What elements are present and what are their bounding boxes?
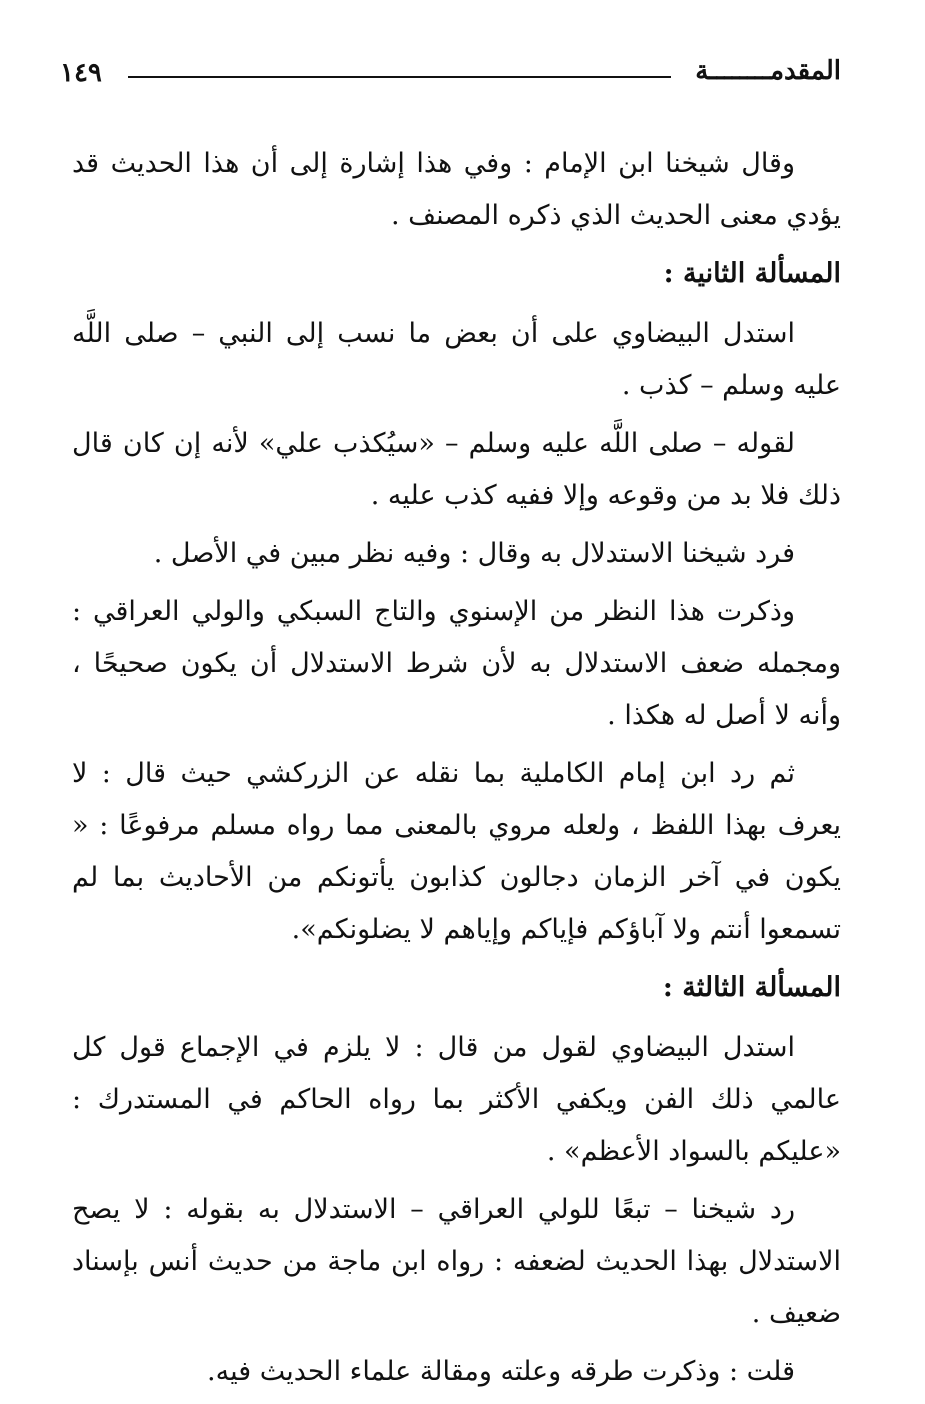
paragraph-7: استدل البيضاوي لقول من قال : لا يلزم في الإجماع قول كل عالمي ذلك الفن ويكفي الأكثر بما رواه الحاكم في المستدرك : «عليكم بالسواد الأعظم» .: [72, 1032, 841, 1167]
page-header: [60, 52, 841, 92]
section-heading-third: المسألة الثالثة :: [662, 972, 841, 1003]
paragraph-8: رد شيخنا – تبعًا للولي العراقي – الاستدلال به بقوله : لا يصح الاستدلال بهذا الحديث لضعفه : رواه ابن ماجة من حديث أنس بإسناد ضعيف .: [72, 1194, 841, 1329]
paragraph-1: وقال شيخنا ابن الإمام : وفي هذا إشارة إلى أن هذا الحديث قد يؤدي معنى الحديث الذي ذكره المصنف .: [72, 148, 841, 231]
section-heading-second: المسألة الثانية :: [663, 258, 841, 289]
paragraph-2: استدل البيضاوي على أن بعض ما نسب إلى النبي – صلى اللَّه عليه وسلم – كذب .: [72, 318, 841, 401]
paragraph-6: ثم رد ابن إمام الكاملية بما نقله عن الزركشي حيث قال : لا يعرف بهذا اللفظ ، ولعله مروي بالمعنى مما رواه مسلم مرفوعًا : « يكون في آخر الزمان دجالون كذابون يأتونكم من الأحاديث بما لم تسمعوا أنتم ولا آباؤكم فإياكم وإياهم لا يضلونكم».: [72, 758, 841, 945]
page-number: ١٤٩: [60, 58, 102, 88]
paragraph-9: قلت : وذكرت طرقه وعلته ومقالة علماء الحديث فيه.: [207, 1356, 795, 1387]
page-body: [72, 138, 841, 1404]
paragraph-4: فرد شيخنا الاستدلال به وقال : وفيه نظر مبين في الأصل .: [153, 538, 795, 569]
paragraph-5: وذكرت هذا النظر من الإسنوي والتاج السبكي والولي العراقي : ومجمله ضعف الاستدلال به لأن شرط الاستدلال أن يكون صحيحًا ، وأنه لا أصل له هكذا .: [72, 596, 841, 731]
header-rule: [128, 76, 671, 78]
paragraph-3: لقوله – صلى اللَّه عليه وسلم – «سيُكذب علي» لأنه إن كان قال ذلك فلا بد من وقوعه وإلا ففيه كذب عليه .: [72, 428, 841, 511]
running-title: المقدمــــــــة: [695, 56, 841, 86]
